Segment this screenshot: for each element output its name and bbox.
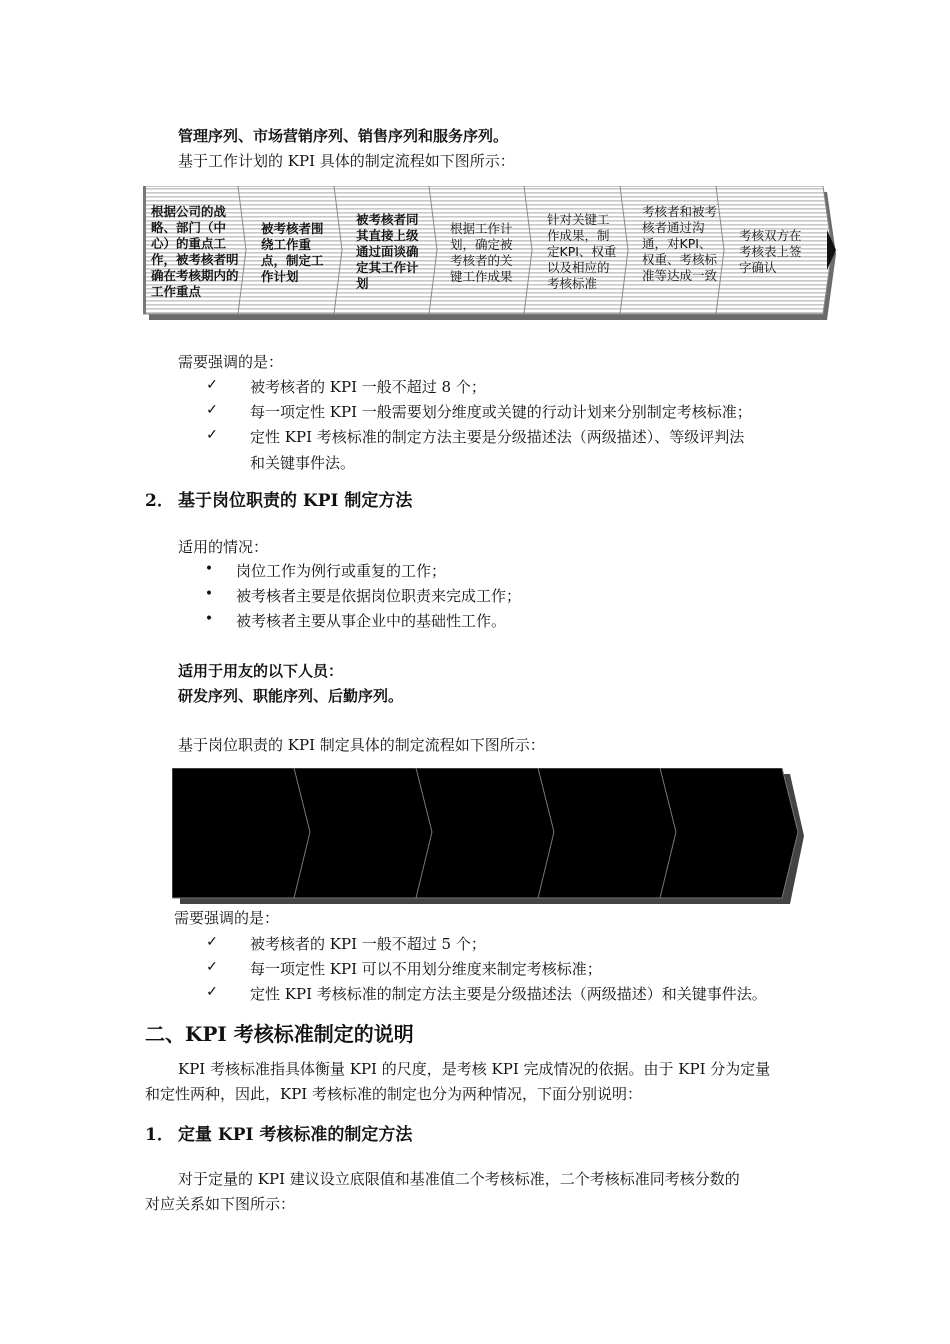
section2-title: 基于岗位职责的 KPI 制定方法	[178, 491, 413, 511]
applicable-item-3: 被考核者主要从事企业中的基础性工作。	[236, 612, 507, 630]
flow-diagram-job-duty	[172, 768, 804, 904]
flow1-step-6: 考核者和被考核者通过沟通，对KPI、权重、考核标准等达成一致	[642, 204, 718, 283]
emphasis2-label: 需要强调的是：	[174, 909, 280, 927]
flow1-step-4: 根据工作计划，确定被考核者的关键工作成果	[450, 221, 513, 284]
applicable-item-2: 被考核者主要是依据岗位职责来完成工作；	[236, 587, 522, 605]
part2-para2-line1: 对于定量的 KPI 建议设立底限值和基准值二个考核标准，二个考核标准同考核分数的	[178, 1170, 740, 1188]
applicable-label: 适用的情况：	[178, 538, 269, 556]
section2-number: 2．	[145, 491, 174, 511]
part2-para2-line2: 对应关系如下图所示：	[145, 1195, 296, 1213]
bullet-icon: •	[204, 586, 214, 602]
part2-para1-line2: 和定性两种，因此，KPI 考核标准的制定也分为两种情况，下面分别说明：	[145, 1085, 642, 1103]
emphasis2-item-3: 定性 KPI 考核标准的制定方法主要是分级描述法（两级描述）和关键事件法。	[250, 985, 767, 1003]
check-icon: ✓	[206, 402, 218, 418]
emphasis1-label: 需要强调的是：	[178, 353, 284, 371]
emphasis1-item-3: 定性 KPI 考核标准的制定方法主要是分级描述法（两级描述）、等级评判法	[250, 428, 745, 446]
emphasis2-item-1: 被考核者的 KPI 一般不超过 5 个；	[250, 935, 486, 953]
bullet-icon: •	[204, 611, 214, 627]
emphasis2-item-2: 每一项定性 KPI 可以不用划分维度来制定考核标准；	[250, 960, 602, 978]
part2-title: 二、KPI 考核标准制定的说明	[145, 1022, 414, 1046]
sub-title: 定量 KPI 考核标准的制定方法	[178, 1125, 413, 1145]
people-label: 适用于用友的以下人员：	[178, 662, 344, 680]
flow1-step-3: 被考核者同其直接上级通过面谈确定其工作计划	[356, 212, 419, 291]
check-icon: ✓	[206, 934, 218, 950]
emphasis1-item-3-cont: 和关键事件法。	[250, 454, 356, 472]
flow1-step-1: 根据公司的战略、部门（中心）的重点工作，被考核者明确在考核期内的工作重点	[151, 204, 239, 299]
bullet-icon: •	[204, 561, 214, 577]
emphasis1-item-1: 被考核者的 KPI 一般不超过 8 个；	[250, 378, 486, 396]
flow1-step-7: 考核双方在考核表上签字确认	[739, 228, 802, 275]
flow2-intro: 基于岗位职责的 KPI 制定具体的制定流程如下图所示：	[178, 736, 545, 754]
flow1-step-5: 针对关键工作成果，制定KPI、权重以及相应的考核标准	[547, 212, 617, 291]
flow-diagram-work-plan	[143, 186, 836, 320]
series-list-line: 管理序列、市场营销序列、销售序列和服务序列。	[178, 127, 509, 145]
check-icon: ✓	[206, 427, 218, 443]
applicable-item-1: 岗位工作为例行或重复的工作；	[236, 562, 447, 580]
people-list: 研发序列、职能序列、后勤序列。	[178, 687, 404, 705]
part2-para1-line1: KPI 考核标准指具体衡量 KPI 的尺度，是考核 KPI 完成情况的依据。由于 KPI 分为定量	[178, 1060, 771, 1078]
flow-diagram-job-duty-graphic	[172, 768, 804, 904]
sub-number: 1．	[145, 1125, 174, 1145]
check-icon: ✓	[206, 984, 218, 1000]
check-icon: ✓	[206, 377, 218, 393]
check-icon: ✓	[206, 959, 218, 975]
flow1-intro: 基于工作计划的 KPI 具体的制定流程如下图所示：	[178, 152, 515, 170]
flow1-step-2: 被考核者围绕工作重点，制定工作计划	[261, 221, 324, 284]
emphasis1-item-2: 每一项定性 KPI 一般需要划分维度或关键的行动计划来分别制定考核标准；	[250, 403, 752, 421]
